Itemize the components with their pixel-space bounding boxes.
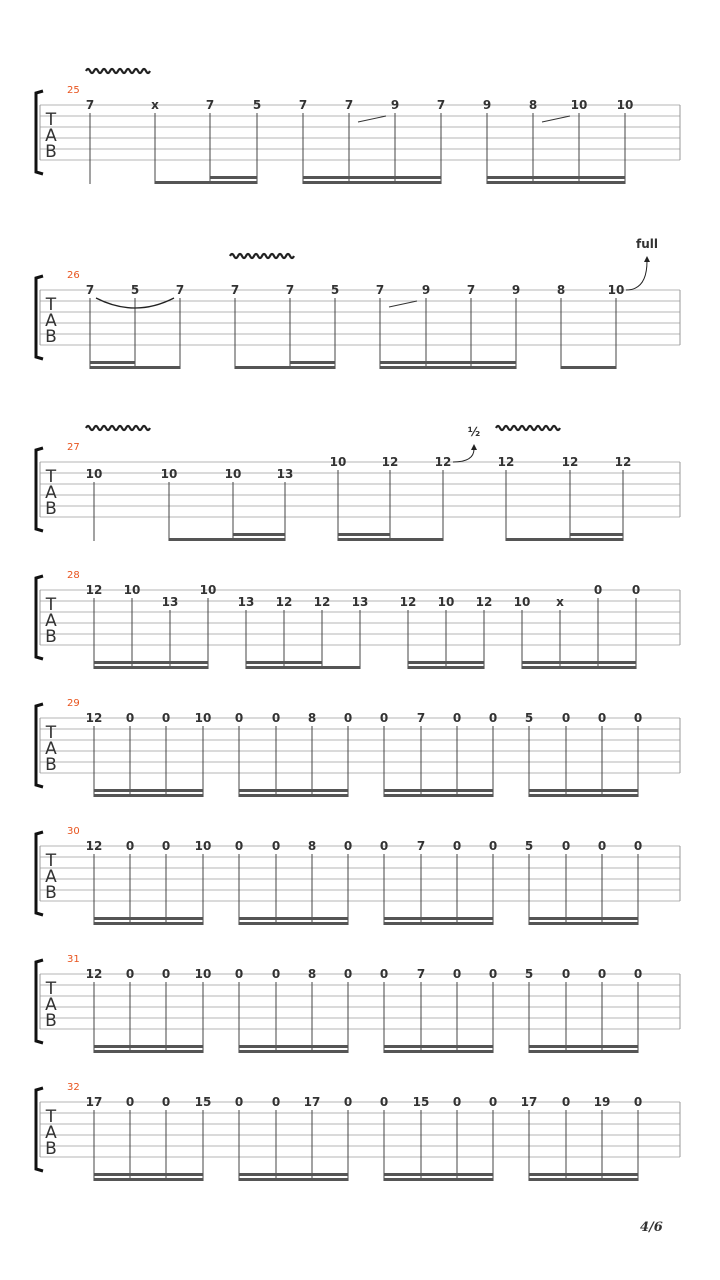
fret-number: 7	[416, 967, 426, 981]
beam	[384, 922, 493, 925]
measure-number: 31	[67, 954, 80, 965]
beam	[529, 1045, 638, 1048]
tab-clef-letter: A	[45, 1123, 57, 1143]
tab-clef-letter: T	[45, 723, 57, 743]
beam	[246, 661, 322, 664]
beam	[90, 361, 135, 364]
fret-number: 10	[329, 455, 347, 469]
fret-number: 10	[616, 98, 634, 112]
fret-number: 0	[343, 839, 353, 853]
fret-number: 12	[614, 455, 632, 469]
fret-number: 12	[381, 455, 399, 469]
fret-number: 7	[175, 283, 185, 297]
fret-number: 0	[597, 967, 607, 981]
fret-number: 12	[497, 455, 515, 469]
tab-clef-letter: B	[45, 1139, 57, 1159]
tab-clef-letter: A	[45, 126, 57, 146]
beam	[239, 1045, 348, 1048]
beam	[94, 1050, 203, 1053]
fret-number: 7	[466, 283, 476, 297]
vibrato-mark	[230, 254, 294, 258]
fret-number: 5	[252, 98, 262, 112]
beam	[384, 1045, 493, 1048]
fret-number: 0	[125, 711, 135, 725]
fret-number: 0	[452, 839, 462, 853]
fret-number: 12	[85, 967, 103, 981]
tab-clef-letter: B	[45, 883, 57, 903]
fret-number: 0	[561, 967, 571, 981]
beam	[169, 538, 285, 541]
fret-number: 0	[271, 967, 281, 981]
fret-number: 5	[524, 839, 534, 853]
fret-number: 0	[561, 711, 571, 725]
fret-number: 13	[161, 595, 179, 609]
fret-number: 0	[343, 711, 353, 725]
measure-number: 28	[67, 570, 80, 581]
fret-number: 8	[307, 839, 317, 853]
beam	[506, 538, 623, 541]
fret-number: 17	[85, 1095, 103, 1109]
fret-number: 17	[520, 1095, 538, 1109]
fret-number: 10	[607, 283, 625, 297]
fret-number: 0	[633, 711, 643, 725]
beam	[529, 922, 638, 925]
fret-number: 12	[275, 595, 293, 609]
fret-number: 0	[633, 967, 643, 981]
fret-number: 7	[298, 98, 308, 112]
tab-clef-letter: B	[45, 499, 57, 519]
beam	[94, 794, 203, 797]
fret-number: 7	[375, 283, 385, 297]
beam	[529, 794, 638, 797]
measure-number: 32	[67, 1082, 80, 1093]
beam	[94, 661, 208, 664]
fret-number: 15	[194, 1095, 212, 1109]
fret-number: x	[556, 595, 564, 609]
beam	[239, 917, 348, 920]
fret-number: 10	[570, 98, 588, 112]
beam	[94, 666, 208, 669]
beam	[384, 917, 493, 920]
beam	[408, 661, 484, 664]
fret-number: 0	[125, 839, 135, 853]
fret-number: 0	[271, 711, 281, 725]
beam	[233, 533, 285, 536]
beam	[239, 1178, 348, 1181]
tab-clef-letter: T	[45, 1107, 57, 1127]
beam	[94, 917, 203, 920]
beam	[303, 176, 441, 179]
beam	[239, 789, 348, 792]
fret-number: 10	[194, 967, 212, 981]
fret-number: 0	[161, 839, 171, 853]
tab-clef-letter: B	[45, 1011, 57, 1031]
fret-number: 0	[597, 839, 607, 853]
fret-number: 9	[390, 98, 400, 112]
tab-clef-letter: T	[45, 595, 57, 615]
beam	[384, 1050, 493, 1053]
beam	[384, 1173, 493, 1176]
fret-number: 10	[437, 595, 455, 609]
beam	[155, 181, 257, 184]
tab-clef-letter: A	[45, 311, 57, 331]
beam	[522, 661, 636, 664]
fret-number: 13	[351, 595, 369, 609]
fret-number: 10	[199, 583, 217, 597]
fret-number: 12	[85, 839, 103, 853]
fret-number: 0	[161, 967, 171, 981]
fret-number: 15	[412, 1095, 430, 1109]
fret-number: 0	[379, 967, 389, 981]
tab-clef-letter: A	[45, 611, 57, 631]
beam	[570, 533, 623, 536]
slide-line	[542, 116, 570, 122]
fret-number: 0	[234, 711, 244, 725]
fret-number: 12	[85, 711, 103, 725]
fret-number: x	[151, 98, 159, 112]
fret-number: 5	[130, 283, 140, 297]
fret-number: 0	[488, 711, 498, 725]
fret-number: 12	[434, 455, 452, 469]
fret-number: 7	[85, 283, 95, 297]
bend-arrow-icon	[471, 444, 477, 450]
tab-clef-letter: A	[45, 867, 57, 887]
beam	[239, 1173, 348, 1176]
fret-number: 0	[631, 583, 641, 597]
fret-number: 8	[556, 283, 566, 297]
fret-number: 5	[524, 711, 534, 725]
fret-number: 10	[224, 467, 242, 481]
fret-number: 5	[524, 967, 534, 981]
fret-number: 8	[307, 711, 317, 725]
fret-number: 12	[561, 455, 579, 469]
fret-number: 7	[436, 98, 446, 112]
tab-clef-letter: A	[45, 739, 57, 759]
fret-number: 0	[271, 839, 281, 853]
fret-number: 7	[230, 283, 240, 297]
vibrato-mark	[496, 426, 560, 430]
bend-curve	[453, 449, 474, 462]
beam	[384, 789, 493, 792]
beam	[94, 1173, 203, 1176]
tab-clef-letter: A	[45, 995, 57, 1015]
fret-number: 0	[488, 1095, 498, 1109]
fret-number: 9	[421, 283, 431, 297]
beam	[380, 361, 516, 364]
fret-number: 9	[482, 98, 492, 112]
fret-number: 0	[234, 1095, 244, 1109]
beam	[529, 1050, 638, 1053]
tab-clef-letter: T	[45, 851, 57, 871]
beam	[94, 1045, 203, 1048]
fret-number: 0	[452, 1095, 462, 1109]
fret-number: 12	[399, 595, 417, 609]
tab-clef-letter: T	[45, 979, 57, 999]
fret-number: 0	[379, 711, 389, 725]
fret-number: 8	[528, 98, 538, 112]
beam	[239, 1050, 348, 1053]
fret-number: 7	[344, 98, 354, 112]
fret-number: 0	[597, 711, 607, 725]
measure-number: 29	[67, 698, 80, 709]
beam	[529, 917, 638, 920]
fret-number: 0	[452, 967, 462, 981]
fret-number: 0	[488, 839, 498, 853]
fret-number: 8	[307, 967, 317, 981]
beam	[408, 666, 484, 669]
fret-number: 10	[160, 467, 178, 481]
tab-clef-letter: B	[45, 627, 57, 647]
slide-line	[358, 116, 386, 122]
slide-line	[389, 301, 417, 307]
fret-number: 0	[633, 839, 643, 853]
fret-number: 10	[513, 595, 531, 609]
beam	[90, 366, 180, 369]
fret-number: 10	[85, 467, 103, 481]
fret-number: 0	[125, 1095, 135, 1109]
beam	[522, 666, 636, 669]
tab-clef-letter: B	[45, 142, 57, 162]
beam	[246, 666, 360, 669]
fret-number: 0	[343, 1095, 353, 1109]
fret-number: 17	[303, 1095, 321, 1109]
fret-number: 0	[125, 967, 135, 981]
measure-number: 27	[67, 442, 80, 453]
fret-number: 7	[416, 711, 426, 725]
beam	[487, 176, 625, 179]
vibrato-mark	[86, 426, 150, 430]
beam	[529, 1173, 638, 1176]
measure-number: 30	[67, 826, 80, 837]
bend-curve	[626, 261, 647, 290]
fret-number: 5	[330, 283, 340, 297]
fret-number: 13	[237, 595, 255, 609]
measure-number: 26	[67, 270, 80, 281]
beam	[235, 366, 335, 369]
beam	[94, 789, 203, 792]
beam	[239, 922, 348, 925]
fret-number: 0	[452, 711, 462, 725]
page-number: 4/6	[640, 1220, 663, 1235]
tab-clef-letter: A	[45, 483, 57, 503]
fret-number: 0	[561, 839, 571, 853]
fret-number: 9	[511, 283, 521, 297]
fret-number: 0	[379, 1095, 389, 1109]
tab-clef-letter: T	[45, 110, 57, 130]
fret-number: 0	[593, 583, 603, 597]
fret-number: 13	[276, 467, 294, 481]
beam	[529, 789, 638, 792]
bend-label: ½	[467, 425, 481, 439]
fret-number: 10	[194, 711, 212, 725]
beam	[338, 533, 390, 536]
beam	[487, 181, 625, 184]
beam	[210, 176, 257, 179]
fret-number: 7	[205, 98, 215, 112]
fret-number: 0	[234, 967, 244, 981]
fret-number: 0	[161, 711, 171, 725]
fret-number: 12	[313, 595, 331, 609]
fret-number: 0	[343, 967, 353, 981]
beam	[561, 366, 616, 369]
fret-number: 0	[271, 1095, 281, 1109]
beam	[384, 794, 493, 797]
beam	[338, 538, 443, 541]
fret-number: 7	[416, 839, 426, 853]
beam	[380, 366, 516, 369]
fret-number: 12	[85, 583, 103, 597]
fret-number: 0	[633, 1095, 643, 1109]
beam	[239, 794, 348, 797]
fret-number: 0	[379, 839, 389, 853]
fret-number: 19	[593, 1095, 611, 1109]
beam	[529, 1178, 638, 1181]
fret-number: 12	[475, 595, 493, 609]
beam	[303, 181, 441, 184]
bend-label: full	[636, 237, 658, 251]
tab-clef-letter: B	[45, 755, 57, 775]
fret-number: 0	[488, 967, 498, 981]
vibrato-mark	[86, 69, 150, 73]
fret-number: 10	[194, 839, 212, 853]
fret-number: 0	[561, 1095, 571, 1109]
beam	[384, 1178, 493, 1181]
fret-number: 10	[123, 583, 141, 597]
bend-arrow-icon	[644, 256, 650, 262]
measure-number: 25	[67, 85, 80, 96]
tab-clef-letter: T	[45, 295, 57, 315]
fret-number: 7	[285, 283, 295, 297]
beam	[94, 1178, 203, 1181]
tab-clef-letter: T	[45, 467, 57, 487]
fret-number: 0	[161, 1095, 171, 1109]
fret-number: 0	[234, 839, 244, 853]
beam	[94, 922, 203, 925]
beam	[290, 361, 335, 364]
tab-clef-letter: B	[45, 327, 57, 347]
fret-number: 7	[85, 98, 95, 112]
